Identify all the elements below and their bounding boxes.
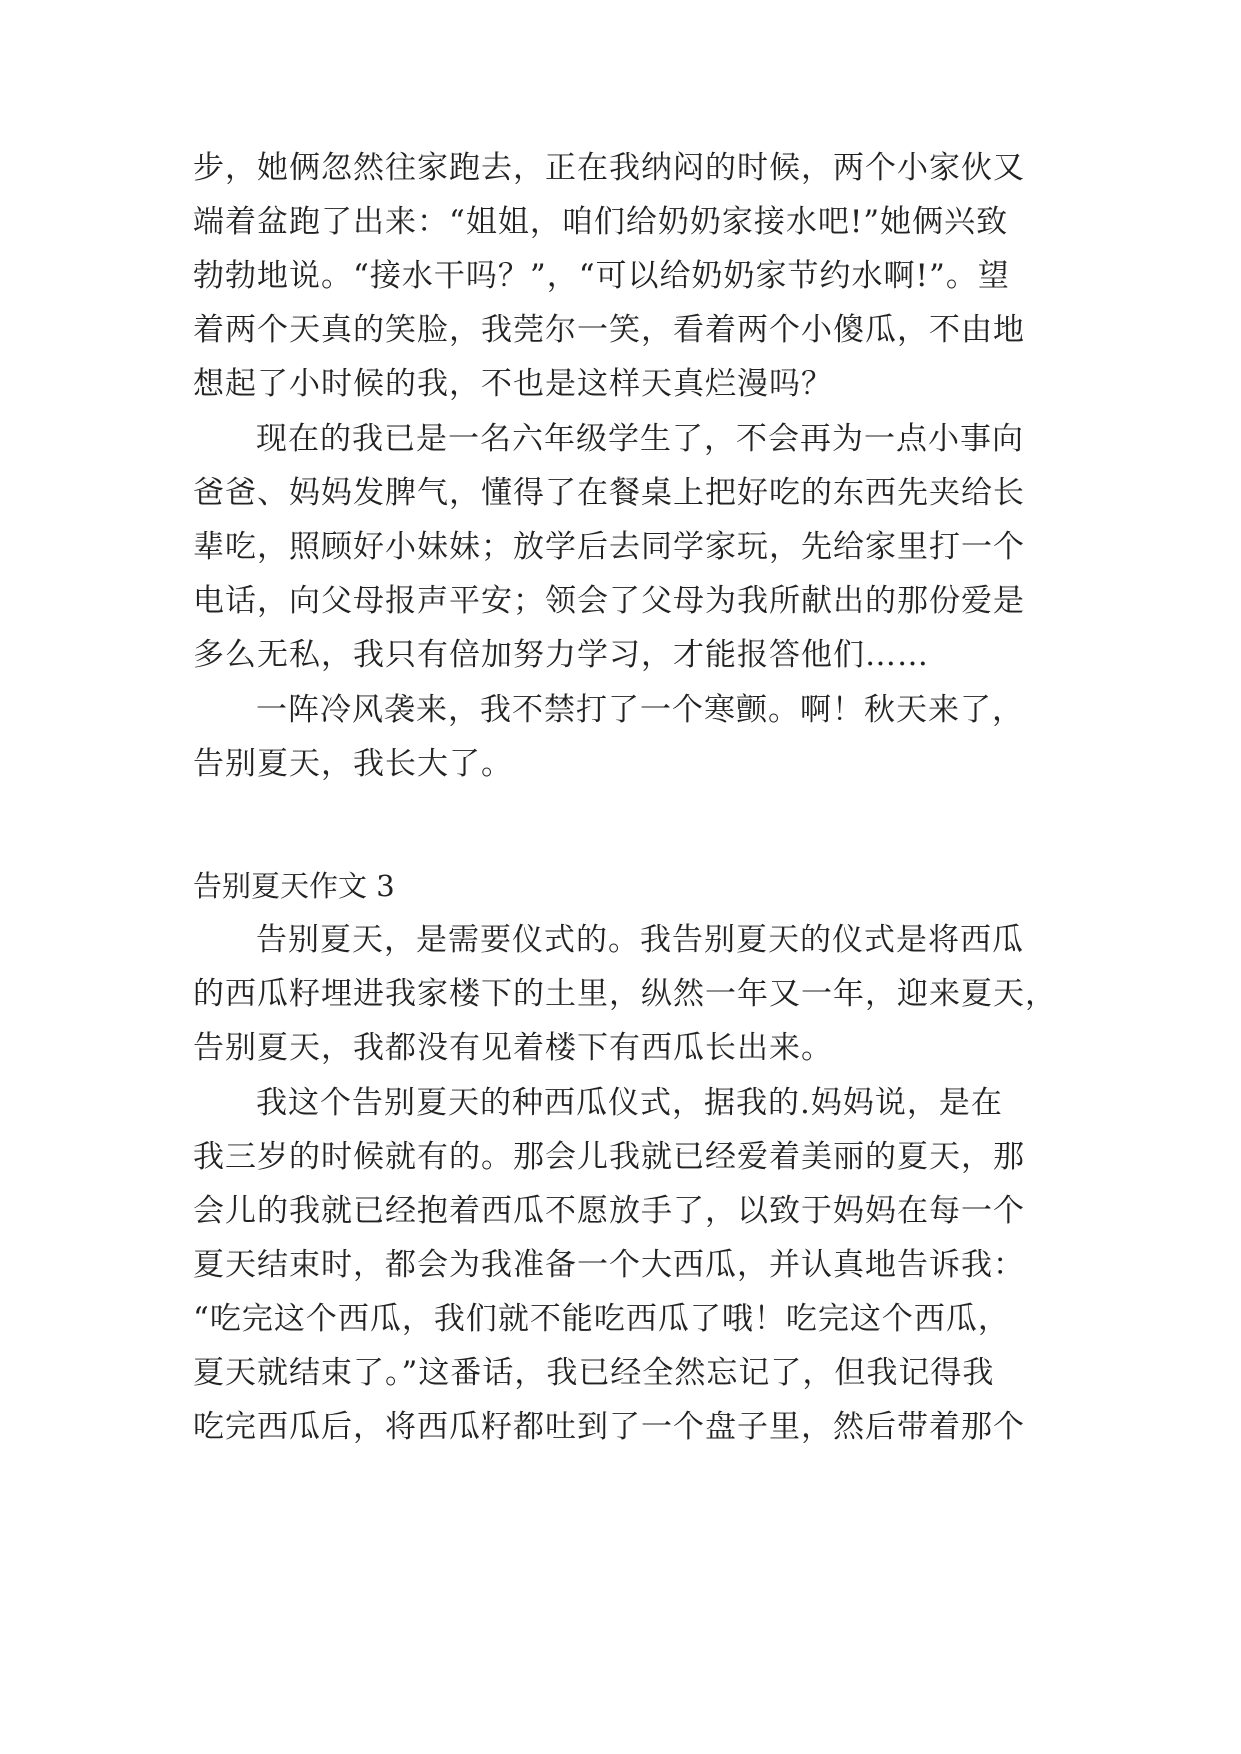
text-line: 我三岁的时候就有的。那会儿我就已经爱着美丽的夏天，那	[193, 1139, 1025, 1175]
text-line: 会儿的我就已经抱着西瓜不愿放手了，以致于妈妈在每一个	[193, 1193, 1025, 1229]
text-line: 现在的我已是一名六年级学生了，不会再为一点小事向	[256, 421, 1024, 457]
text-line: 多么无私，我只有倍加努力学习，才能报答他们……	[193, 637, 929, 673]
text-line: 告别夏天，我都没有见着楼下有西瓜长出来。	[193, 1030, 833, 1066]
text-line: 着两个天真的笑脸，我莞尔一笑，看着两个小傻瓜，不由地	[193, 312, 1025, 348]
text-line: “吃完这个西瓜，我们就不能吃西瓜了哦！吃完这个西瓜，	[193, 1301, 1010, 1337]
section-heading: 告别夏天作文 3	[193, 869, 395, 903]
text-line: 吃完西瓜后，将西瓜籽都吐到了一个盘子里，然后带着那个	[193, 1409, 1025, 1445]
text-line: 勃勃地说。“接水干吗？”，“可以给奶奶家节约水啊!”。望	[193, 258, 1010, 294]
text-line: 想起了小时候的我，不也是这样天真烂漫吗？	[193, 366, 833, 402]
text-line: 端着盆跑了出来：“姐姐，咱们给奶奶家接水吧!”她俩兴致	[193, 204, 1009, 240]
text-line: 告别夏天，是需要仪式的。我告别夏天的仪式是将西瓜	[256, 922, 1024, 958]
text-line: 夏天结束时，都会为我准备一个大西瓜，并认真地告诉我：	[193, 1247, 1025, 1283]
text-line: 一阵冷风袭来，我不禁打了一个寒颤。啊！秋天来了，	[256, 692, 1024, 728]
text-line: 步，她俩忽然往家跑去，正在我纳闷的时候，两个小家伙又	[193, 150, 1025, 186]
text-line: 夏天就结束了。”这番话，我已经全然忘记了，但我记得我	[193, 1355, 995, 1391]
text-line: 辈吃，照顾好小妹妹；放学后去同学家玩，先给家里打一个	[193, 529, 1025, 565]
text-line: 爸爸、妈妈发脾气，懂得了在餐桌上把好吃的东西先夹给长	[193, 475, 1025, 511]
text-line: 电话，向父母报声平安；领会了父母为我所献出的那份爱是	[193, 583, 1025, 619]
text-line: 我这个告别夏天的种西瓜仪式，据我的.妈妈说，是在	[256, 1085, 1003, 1121]
text-line: 的西瓜籽埋进我家楼下的土里，纵然一年又一年，迎来夏天，	[193, 976, 1057, 1012]
text-line: 告别夏天，我长大了。	[193, 746, 513, 782]
